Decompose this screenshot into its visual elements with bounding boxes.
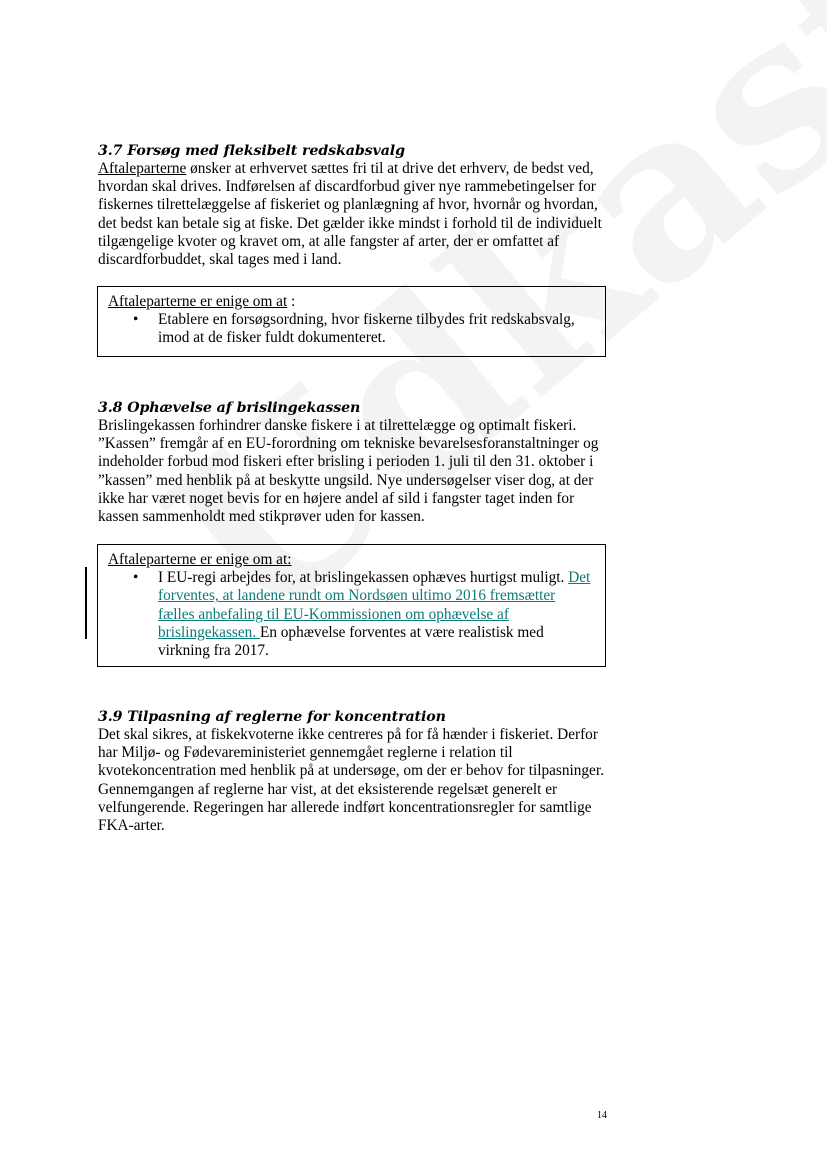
section-body: Det skal sikres, at fiskekvoterne ikke centreres på for få hænder i fiskeriet. Derfor har Miljø- og Fødevareministeriet gennemgået reglerne i relation til kvotekoncentration med henblik på at undersøge, om der er behov for tilpasninger. Gennemgangen af reglerne har vist, at det eksisterende regelsæt generelt er velfungerende. Regeringen har allerede indført koncentrationsregler for samtlige FKA-arter. — [98, 726, 604, 835]
section-heading: 3.7 Forsøg med fleksibelt redskabsvalg — [98, 143, 405, 159]
agreement-label: Aftaleparterne er enige om at: — [108, 551, 292, 568]
tracked-change-link[interactable]: Det forventes, at landene rundt om Nordsøen ultimo 2016 fremsætter fælles anbefaling til EU-Kommissionen om ophævelse af brislingekassen. — [158, 569, 591, 641]
section-heading: 3.8 Ophævelse af brislingekassen — [98, 400, 361, 416]
list-item: • Etablere en forsøgsordning, hvor fiskerne tilbydes frit redskabsvalg, imod at de fisker fuldt dokumenteret. — [133, 311, 575, 347]
bullet-icon: • — [133, 569, 139, 587]
revision-bar — [85, 567, 87, 639]
bullet-icon: • — [133, 311, 139, 329]
section-body: Aftaleparterne ønsker at erhvervet sættes fri til at drive det erhverv, de bedst ved, hvordan skal drives. Indførelsen af discardforbud giver nye rammebetingelser for fiskernes tilrettelæggelse af fiskeriet og planlægning af hvor, hvornår og hvordan, det bedst kan betale sig at fiske. Det gælder ikke mindst i forhold til de individuelt tilgængelige kvoter og kravet om, at alle fangster af arter, der er omfattet af discardforbuddet, skal tages med i land. — [98, 160, 602, 269]
section-body: Brislingekassen forhindrer danske fiskere i at tilrettelægge og optimalt fiskeri. ”Kassen” fremgår af en EU-forordning om tekniske bevarelsesforanstaltninger og indeholder forbud mod fiskeri efter brisling i perioden 1. juli til den 31. oktober i ”kassen” med henblik på at beskytte ungsild. Nye undersøgelser viser dog, at der ikke har været noget bevis for en højere andel af sild i fangster taget inden for kassen sammenholdt med stikprøver uden for kassen. — [98, 417, 599, 526]
list-item: • I EU-regi arbejdes for, at brislingekassen ophæves hurtigst muligt. Det forventes, at landene rundt om Nordsøen ultimo 2016 fremsætter fælles anbefaling til EU-Kommissionen om ophævelse af brislingekassen. En ophævelse forventes at være realistisk med virkning fra 2017. — [133, 569, 591, 660]
agreement-box-3-7 — [97, 286, 606, 357]
agreement-label: Aftaleparterne er enige om at : — [108, 293, 296, 310]
agreement-list — [108, 311, 595, 347]
page-number: 14 — [597, 1110, 607, 1121]
section-3-8 — [98, 399, 604, 526]
section-3-9 — [98, 708, 604, 835]
underlined-term: Aftaleparterne — [98, 160, 187, 177]
section-heading: 3.9 Tilpasning af reglerne for koncentration — [98, 709, 446, 725]
agreement-list — [108, 569, 595, 660]
agreement-box-3-8 — [97, 544, 606, 667]
section-3-7 — [98, 142, 604, 269]
